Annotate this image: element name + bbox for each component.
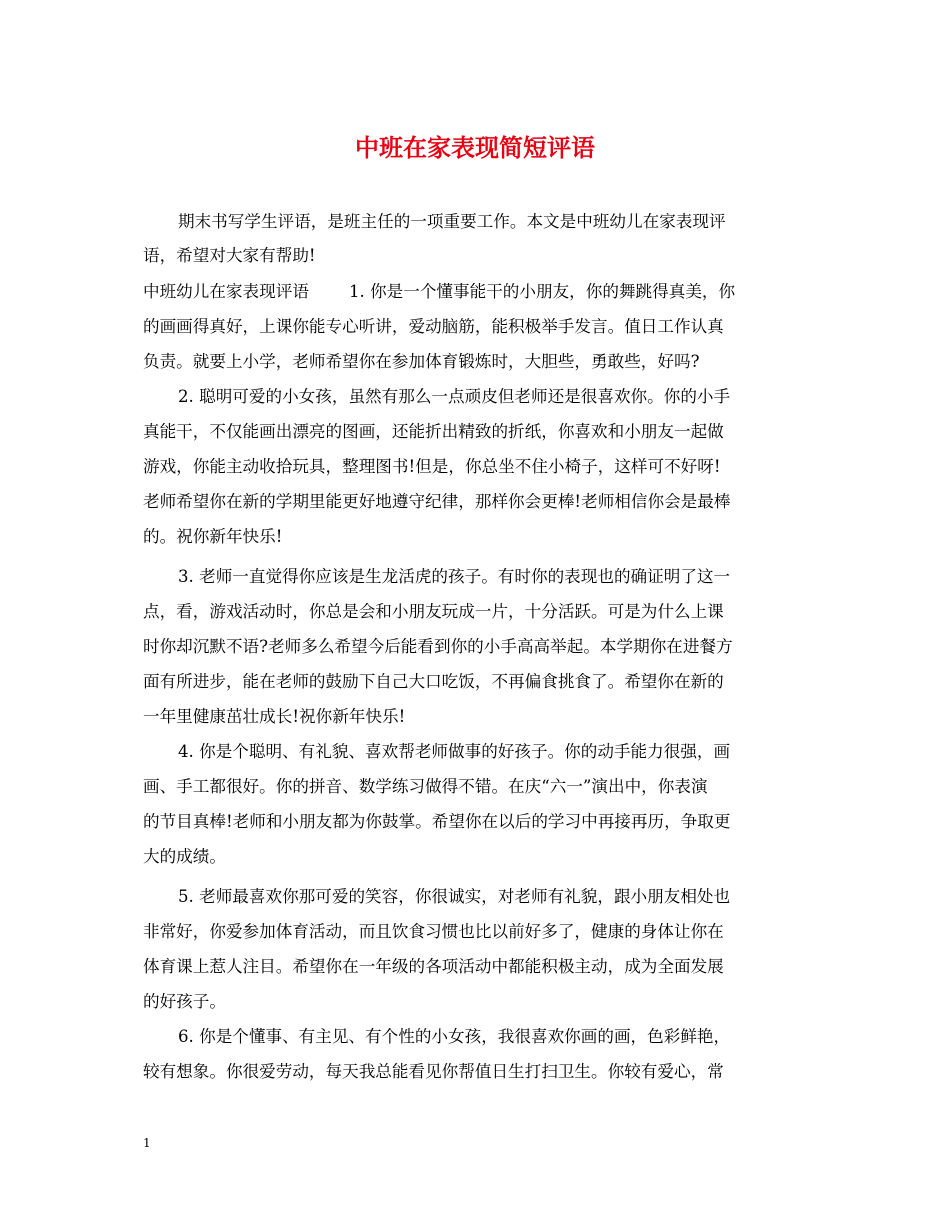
section-heading: 中班幼儿在家表现评语 — [143, 282, 309, 301]
text-line: 非常好，你爱参加体育活动，而且饮食习惯也比以前好多了，健康的身体让你在 — [143, 922, 724, 941]
text-line: 语，希望对大家有帮助! — [143, 246, 316, 265]
text-line: 3. 老师一直觉得你应该是生龙活虎的孩子。有时你的表现也的确证明了这一 — [178, 567, 731, 586]
text-line: 的好孩子。 — [143, 992, 226, 1011]
text-line: 5. 老师最喜欢你那可爱的笑容，你很诚实，对老师有礼貌，跟小朋友相处也 — [178, 887, 731, 906]
text-line: 的画画得真好，上课你能专心听讲，爱动脑筋，能积极举手发言。值日工作认真 — [143, 317, 724, 336]
text-line: 游戏，你能主动收拾玩具，整理图书!但是，你总坐不住小椅子，这样可不好呀! — [143, 457, 721, 476]
text-line: 6. 你是个懂事、有主见、有个性的小女孩，我很喜欢你画的画，色彩鲜艳， — [178, 1027, 731, 1046]
text-line-with-heading — [143, 278, 735, 306]
page-title: 中班在家表现简短评语 — [355, 133, 595, 162]
text-line: 老师希望你在新的学期里能更好地遵守纪律，那样你会更棒!老师相信你会是最棒 — [143, 492, 731, 511]
text-line: 4. 你是个聪明、有礼貌、喜欢帮老师做事的好孩子。你的动手能力很强，画 — [178, 742, 731, 761]
text-line: 的。祝你新年快乐! — [143, 527, 283, 546]
text-line: 较有想象。你很爱劳动，每天我总能看见你帮值日生打扫卫生。你较有爱心，常 — [143, 1062, 724, 1081]
text-line: 面有所进步，能在老师的鼓励下自己大口吃饭，不再偏食挑食了。希望你在新的 — [143, 672, 724, 691]
text-line: 大的成绩。 — [143, 847, 226, 866]
text-line: 真能干，不仅能画出漂亮的图画，还能折出精致的折纸，你喜欢和小朋友一起做 — [143, 422, 724, 441]
text-line: 时你却沉默不语?老师多么希望今后能看到你的小手高高举起。本学期你在进餐方 — [143, 637, 733, 656]
text-line: 1. 你是一个懂事能干的小朋友，你的舞跳得真美，你 — [348, 282, 736, 301]
page-number: 1 — [143, 1136, 151, 1150]
text-line: 2. 聪明可爱的小女孩，虽然有那么一点顽皮但老师还是很喜欢你。你的小手 — [178, 387, 731, 406]
text-line: 的节目真棒!老师和小朋友都为你鼓掌。希望你在以后的学习中再接再历，争取更 — [143, 812, 731, 831]
text-line: 画、手工都很好。你的拼音、数学练习做得不错。在庆“六一”演出中，你表演 — [143, 777, 708, 796]
text-line: 体育课上惹人注目。希望你在一年级的各项活动中都能积极主动，成为全面发展 — [143, 957, 724, 976]
text-line: 期末书写学生评语，是班主任的一项重要工作。本文是中班幼儿在家表现评 — [178, 212, 726, 231]
text-line: 点，看，游戏活动时，你总是会和小朋友玩成一片，十分活跃。可是为什么上课 — [143, 602, 724, 621]
text-line: 一年里健康茁壮成长!祝你新年快乐! — [143, 707, 406, 726]
text-line: 负责。就要上小学，老师希望你在参加体育锻炼时，大胆些，勇敢些，好吗? — [143, 352, 700, 371]
